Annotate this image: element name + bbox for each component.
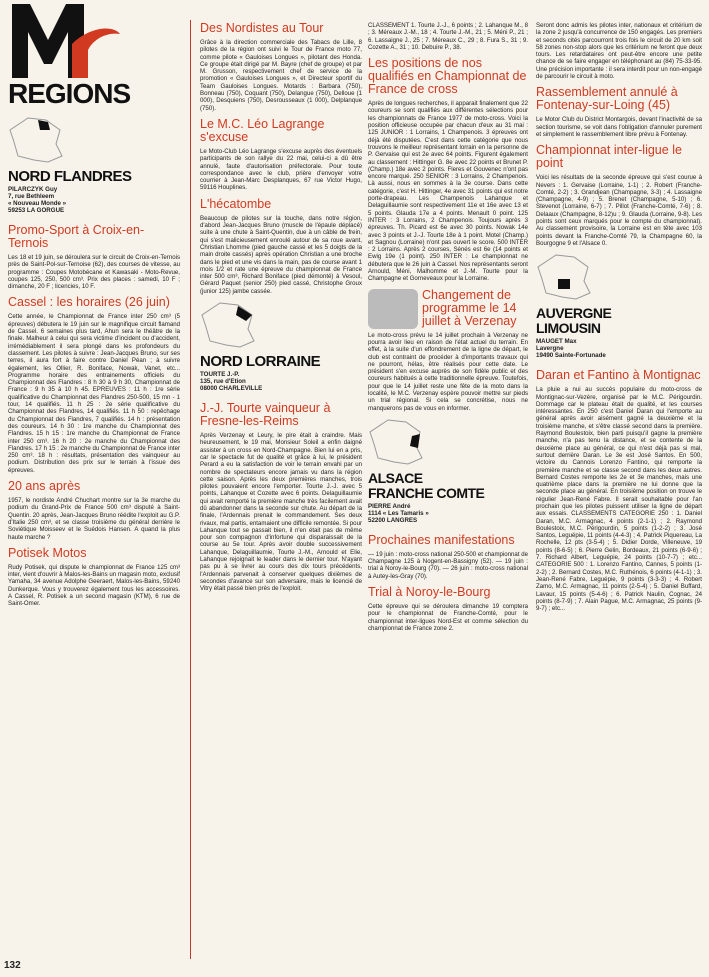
- article-title: Potisek Motos: [8, 545, 87, 560]
- masthead-word: REGIONS: [8, 78, 131, 109]
- article-title: Promo-Sport à Croix-en-Ternois: [8, 223, 145, 250]
- article-title: Changement de programme le 14 juillet à Verzenay: [422, 287, 517, 328]
- correspondent-address: MAUGET Max Lavergne 19490 Sainte-Fortunade: [536, 338, 606, 360]
- regions-logo: [8, 0, 128, 80]
- article-text: Beaucoup de pilotes sur la touche, dans notre région, d'abord Jean-Jacques Bruno (muscle de l'épaule déplacé) suite à une chute à Saint-Quentin, due à un câble de frein, qui s'est malicieusement enroulé autour de sa roue avant, Christian Lhomme (pied gauche cassé et les 5 doigts de la main droite cassés) après opération Christian a une broche dans le pied et une vis dans la main, pas de course avant 1 mois 1/2 et rate une épreuve du championnat de France inter 500 cm³, Richard Boniface (pied démonté) à Vesoul, Gérard Paquet (senior 250) pied cassé, Christophe Groux (junior 125) jambe cassée.: [200, 214, 362, 295]
- article-title: Trial à Noroy-le-Bourg: [368, 585, 491, 600]
- portrait-photo: [368, 289, 418, 329]
- column-3: [368, 22, 528, 638]
- classement-text: CLASSEMENT 1. Tourte J.-J., 6 points ; 2. Lahanque M., 8 ; 3. Méreaux J.-M., 18 ; 4. Tourte J.-M., 21 ; 5. Méni P., 21 ; 6. Lassaigne J., 25 ; 7. Méreaux C., 29 ; 8. Fura S., 31 ; 9. Cozette A., 31 ; 10. Debuire P., 38.: [368, 22, 528, 51]
- column-2: [200, 22, 362, 599]
- article-text: Le Moto-Club Léo Lagrange s'excuse auprès des éventuels participants de son rallye du 22 mai, celui-ci a dû être annulé, faute d'autorisation préfectorale. Pour toute correspondance avec le club, prière d'envoyer votre courrier à Jean-Marc Desplanques, 67 rue Victor Hugo, 59116 Houplines.: [200, 147, 362, 192]
- region-name-franche-comte: FRANCHE COMTE: [368, 484, 485, 501]
- column-4: [536, 22, 702, 618]
- article-text: — 19 juin : moto-cross national 250-500 et championnat de Champagne 125 à Nogent-en-Bassigny (52). — 19 juin : trial à Noroy-le-Bourg (70). — 26 juin : moto-cross national à Autey-les-Gray (70).: [368, 550, 528, 580]
- article-text: Les 18 et 19 juin, se déroulera sur le circuit de Croix-en-Ternois près de Saint-Pol-sur-Ternoise (62), des courses de vitesse, au programme : Coupes Motobécane et Kawasaki - Moto-Revue, coupes 125, 250, 500 cm³. Prix des places : samedi, 10 F ; dimanche, 20 F ; licencies, 10 F.: [8, 254, 180, 291]
- article-text: Grâce à la direction commerciale des Tabacs de Lille, 8 pilotes de la région ont suivi le Tour de France moto 77, comme pilote « Gauloises Longues », pilotant des Honda. Ce groupe était dirigé par M. Bayre (chef de groupe) et par M. Grusson, respectivement chef de service de la promotion « Gauloises Longues », et Directeur sportif du Team Gauloises Longues. Motards : Barbara (750), Bonneau (750), Coquant (750), Delangue (750), Dellouе (1 000), Desquiens (750), Desrousseaux (1 000), Delplanque (750).: [200, 39, 362, 112]
- article-text: Seront donc admis les pilotes inter, nationaux et critérium de la zone 2 jusqu'à concurrence de 150 engagés. Les premiers et seconds cités parcourront trois fois le circuit de 20 km soit 58 zones non-stop alors que les critérium ne feront que deux tours. Les retardataires ont peut-être encore une petite chance de se faire engager en téléphonant au (84) 75-33-95. Une précision importante : il sera interdit pour un non-engagé de parcourir le circuit à moto.: [536, 22, 702, 81]
- article-text: Après de longues recherches, il apparait finalement que 22 coureurs se sont qualifiés aux différentes sélections pour les championnats de France 1977 de moto-cross. Voici la position officieuse occupée par chacun d'eux au 31 mai : 125 JUNIOR : 1 Lorrains, 1 Champenois. 3 épreuves ont déjà été disputées. C'est dans cette catégorie que nous trouvons le meilleur représentant lorrain en la personne de P. Gervaise qui est 2e avec 64 points. Figurent également au classement : Hittinger G. 8e avec 22 points et Brunet P. (Champ.) 18e avec 2 points. Fleres et Gouvenec n'ont pas encore marqué. 250 SENIOR : 3 Lorrains, 2 Champenois. Là aussi, nous en sommes à la 3e course. Dans cette catégorie, c'est H. Hittinger, 4e avec 31 points qui est notre porte-drapeau. Les Champenois Lahanque et Delaguillaumie sont respectivement 11e et 16e avec 13 et 5 points. Glauda 17e a 4 points. Menault 0 point. 125 INTER : 3 Lorrains, 2 Champenois. Toujours après 3 épreuves. Th. Picard est 6e avec 30 points. Nowak 14e avec 3 points et J.-J. Tourte 18e à 1 point. Motel (Champ.) et Sagnou (Lorraine) n'ont pas ouvert le score. 500 INTER : 2 Lorrains. Après 2 courses, Sénés est 6e (14 points et Ewig 19e (1 point). 250 INTER : Le championnat ne débutera que le 26 juin à Cassel. Nos représentants seront Arnould, Méni, Malhomme et J.-M. Tourte pour la Champagne et Gorneveaux pour la Lorraine.: [368, 100, 528, 283]
- article-title: L'hécatombe: [200, 196, 272, 211]
- article-title: Les positions de nos qualifiés en Championnat de France de cross: [368, 56, 527, 97]
- france-map-icon: [200, 301, 258, 349]
- france-map-icon: [368, 418, 426, 466]
- article-title: Des Nordistes au Tour: [200, 21, 324, 35]
- france-map-icon: [536, 253, 594, 301]
- article-title: Rassemblement annulé à Fontenay-sur-Loing (45): [536, 85, 678, 113]
- article-title: Le M.C. Léo Lagrange s'excuse: [200, 116, 325, 144]
- article-text: Cette épreuve qui se déroulera dimanche 19 comptera pour le championnat de Franche-Comté, pour le championnat inter-ligues Nord-Est et comme sélection du championnat de France zone 2.: [368, 603, 528, 632]
- france-map-icon: [8, 116, 66, 164]
- column-1: [8, 0, 180, 614]
- article-text: La pluie a nui au succès populaire du moto-cross de Montignac-sur-Vezère, organisé par le M.C. Périgourdin. Dommage car le plateau était de qualité, et les courses intéressantes. En 250 c'est Daniel Daran qui l'emporte au général après avoir aisément gagné la deuxième et la troisième manche, et s'être classé second dans la première. Raymond Boulestoix, bien parti puisqu'il gagne la première manche, n'a pas tenu la distance, et se contente de la deuxième place au général, ce qui n'est déjà pas si mal, surtout derrière Daran. Le 3e est José Santos. En 500, victoire du Cannois Lorenzo Fantino, qui remporte la première manche et se classe second dans les deux autres. Bernard Costes remporte les 2e et 3e manches, mais une quatrième place dans la première ne lui donne que la seconde place au général. En troisième position on trouve le régulier Jean-René Fabre. Il serait souhaitable pour l'an prochain que les pilotes puissent utiliser la ligne de départ aux essais. CLASSEMENTS CATEGORIE 250 : 1. Daniel Daran, M.C. Armagnac, 4 points (2-1-1) ; 2. Raymond Boulestoix, M.C. Périgourdin, 5 points (1-2-2) ; 3. José Santos, Leguépie, 11 points (4-4-3) ; 4. Patrick Piquereau, La Rochelle, 12 pts (3-5-4) ; 5. Didier Dorde, Villeneuve, 19 points (8-6-5) ; 6. Pierre Gelin, Bordeaux, 21 points (6-9-6) ; 7. Richard Albert, Leguépie, 24 points (10-7-7) ; etc... CATEGORIE 500 : 1. Lorenzo Fantino, Cannes, 5 points (1-2-2) ; 2. Bernard Costes, M.C. Ruthénois, 6 points (4-1-1) ; 3. Jean-René Fabre, Leguépie, 9 points (3-3-3) ; 4. Robert Zamo, M.C. Armagnac, 11 points (2-5-4) ; 5. Daniel Buffard, Lavaur, 15 points (5-4-6) ; 6. Patrick Naulin, Cognac, 24 points (8-7-9) ; 7. Alain Pague, M.C. Armagnac, 25 points (9-9-7) ; etc...: [536, 386, 702, 613]
- article-text: Rudy Potisek, qui dispute le championnat de France 125 cm³ inter, vient d'ouvrir à Malos-les-Bains un magasin moto, exclusif Yamaha, 34 avenue Adolphe Geeraert, Malos-les-Bains, 59240 Dunkerque. Vous y trouverez également tous les accessoires. A Cassel, R. Potisek a un second magasin (KTM), 6 rue de Saint-Omer.: [8, 563, 180, 608]
- region-name-nord-lorraine: NORD LORRAINE: [200, 353, 321, 371]
- page-number: 132: [4, 960, 21, 971]
- article-text: Après Verzenay et Leury, le pire était à craindre. Mais heureusement, le 19 mai, Monsieur Soleil a enfin daigné assister à un cross en Nord-Champagne. Bien lui en a pris, car le spectacle fut de qualité et grâce à lui, le président Perard a eu la satisfaction de voir le terrain envahi par un nombre de spectateurs encore jamais vu dans la région cette saison. Après les deux premières manches, trois pilotes pouvaient encore l'emporter. Tourte J.-J. avec 5 points, Lahanque et Cozette avec 6 points. Delaguillaumie qui avait remporté la première manche très facilement avait dû abandonner dans la seconde sur chute. Au départ de la finale, l'Ardennais prenait le commandement. Ses deux rivaux, mal partis, entamaient une difficile remontée. Si pour Lahanque tout se passait bien, il n'en était pas de même pour son compagnon d'infortune qui disparaissait de la course au 5e tour. Après avoir double successivement Lahanque, Delaguillaumie, Tourte J.-M., Arnould et Elie, Lahanque rejoignait le leader dans le dernier tour. N'ayant pas pu à se livrer au cours des dix tours précédents, l'Ardennais parvenait à conserver quelques dixièmes de secondes d'avance sur son adversaire, mais le licencié de Vitry était passé bien près de l'exploit.: [200, 432, 362, 593]
- article-text: Cette année, le Championnat de France inter 250 cm³ (5 épreuves) débutera le 19 juin sur le magnifique circuit flamand de Cassel. 6 semaines plus tard, Ahun sera le théâtre de la finale. Malheur à celui qui sera victime d'incident ou d'accident, irrémédiablement il sera plongé dans les profondeurs du classement. Les pilotes à suivre : Jean-Jacques Bruno, sur ses terres, il aura fort à faire contre Daniel Péan ; à suivre également, les Ollier, R. Boniface, Nowak, Vanet, etc... Programme horaire des entrainements officiels du Championnat des Flandres : 8 h 30 à 9 h 30, Championnat de France : 9 h 35 à 10 h 45. EPREUVES : 11 h : 1re série qualificative du Championnat des Flandres 250-500, 15 mn - 1 tour, 14 qualifiés. 11 h 25 : 2e série qualificative du Championnat des Flandres, 14 qualifiés. 11 h 50 : repêchage du Championnat des Flandres, 7 qualifiés. 14 h : présentation des coureurs. 14 h 30 : 1re manche du Championnat des Flandres. 15 h 15 : 1re manche du Championnat de France inter 250 cm³. 16 h 20 : 2e manche du Championnat des Flandres. 17 h 15 : 2e manche du Championnat de France inter 250 cm³. 18 h : résultats, présentation des vainqueur au podium. Distribution des prix sur le terrain à l'issue des épreuves.: [8, 313, 180, 474]
- article-title: Daran et Fantino à Montignac: [536, 368, 701, 383]
- article-title: Prochaines manifestations: [368, 532, 515, 547]
- region-name-nord-flandres: NORD FLANDRES: [8, 168, 132, 185]
- article-text: 1957, le nordiste André Chuchart montre sur la 3e marche du podium du Grand-Prix de France 500 cm³ disputé à Saint-Quentin. 20 après, Jean-Jacques Bruno réédite l'exploit au G.P. d'Italie 250 cm³, et se classe troisième du général derrière le Soviétique Moisseev et le Suédois Hansen. A quand la plus haute marche ?: [8, 497, 180, 541]
- article-text: Voici les résultats de la seconde épreuve qui s'est courue à Nevers : 1. Gervaise (Lorraine, 1-1) ; 2. Robert (Franche-Comté, 2-2) ; 3. Grandjean (Champagne, 3-3) ; 4. Lassaigne (Champagne, 4-9) ; 5. Brenet (Champagne, 5-10) ; 6. Stevenot (Lorraine, 6-7) ; 7. Pillot (Franche-Comté, 7-6) ; 8. Delaaux (Champagne, 8-12)u ; 9. Glauda (Lorraine, 9-8). Les points sont ceux marqués pour le compte du championnat). Au classement provisoire, la Lorraine est en tête avec 103 points devant la Franche-Comté 79, la Champagne 60, la Bourgogne 9 et l'Alsace 0.: [536, 174, 702, 247]
- correspondent-address: PIERRE André 1114 « Les Tamaris » 52200 LANGRES: [368, 502, 429, 524]
- article-title: Cassel : les horaires (26 juin): [8, 295, 170, 310]
- correspondent-address: PILARCZYK Guy 7, rue Bethleem « Nouveau Monde » 59253 LA GORGUE: [8, 186, 67, 214]
- article-text: Le Motor Club du District Montargois, devant l'inactivité de sa section tourisme, se voit dans l'obligation d'annuler purement et simplement le rassemblement libre prévu à Fontenay.: [536, 116, 702, 138]
- article-title: J.-J. Tourte vainqueur à Fresne-les-Reims: [200, 401, 331, 429]
- article-title: 20 ans après: [8, 479, 81, 494]
- correspondent-address: TOURTE J.-P. 135, rue d'Etion 08000 CHARLEVILLE: [200, 371, 263, 393]
- article-title: Championnat inter-ligue le point: [536, 143, 682, 171]
- article-text: Le moto-cross prévu le 14 juillet prochain à Verzenay ne pourra avoir lieu en raison de l'état actuel du terrain. En effet, à la suite d'un effondrement de la ligne de départ, le club est contraint de procéder à d'importants travaux qui ne pourront, hélas, être réalisés pour cette date. Le président s'en excuse auprès de son fidèle public et des coureurs habitués à cette traditionnelle épreuve. Toutefois, pour que le 14 juillet reste une fête de la moto dans la localité, le M.C. Verzenay espère pouvoir mettre sur pieds un trial régional. Si cela se concrétise, nous ne manquerons pas de vous en informer.: [368, 331, 528, 412]
- region-name-alsace: ALSACE: [368, 469, 423, 486]
- region-name-auvergne: AUVERGNE: [536, 305, 612, 322]
- region-name-limousin: LIMOUSIN: [536, 320, 601, 337]
- column-rule: [190, 20, 191, 959]
